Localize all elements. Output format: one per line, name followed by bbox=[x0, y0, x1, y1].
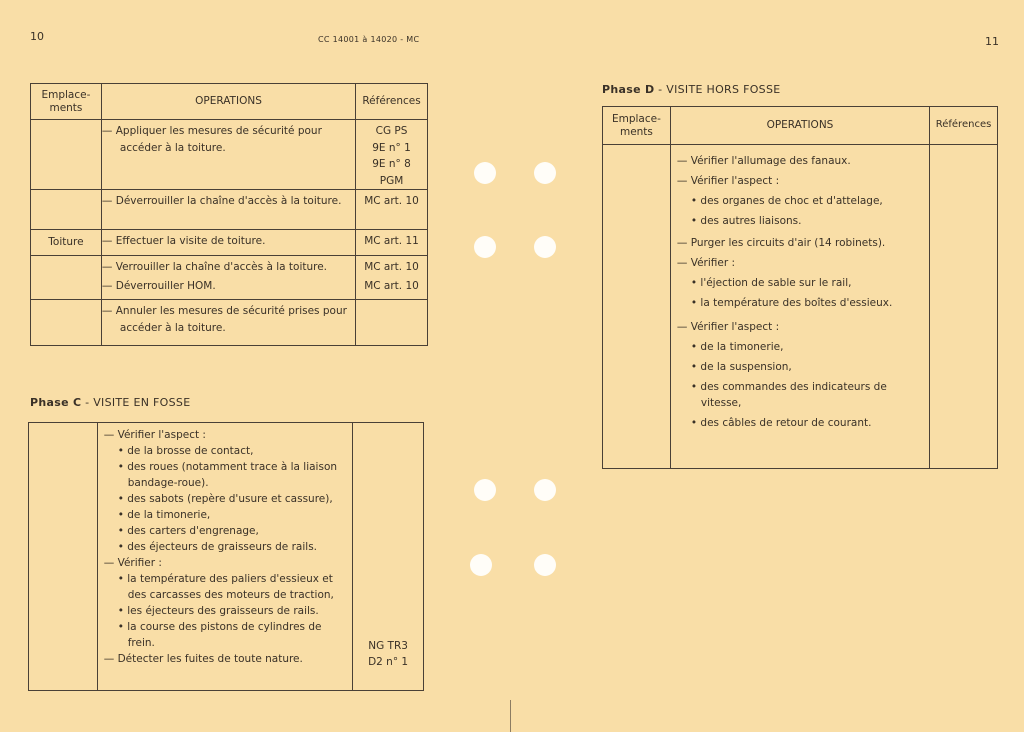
operation-text: — Appliquer les mesures de sécurité pour accéder à la toiture. bbox=[101, 125, 322, 154]
reference-text: 9E n° 1 bbox=[372, 141, 411, 154]
operation-text: — Vérifier l'aspect : bbox=[676, 175, 780, 187]
list-item: • la température des boîtes d'essieux. bbox=[677, 293, 923, 313]
reference-text: PGM bbox=[379, 174, 404, 187]
phase-c-heading: Phase C - VISITE EN FOSSE bbox=[30, 396, 191, 409]
list-item: • des roues (notamment trace à la liaison bandage-roue). bbox=[104, 459, 346, 491]
operation-text: — Verrouiller la chaîne d'accès à la toiture. bbox=[101, 261, 328, 273]
reference-text: D2 n° 1 bbox=[368, 656, 409, 668]
table-row bbox=[31, 256, 428, 300]
location-cell bbox=[31, 190, 102, 230]
list-item: • des commandes des indicateurs de vitesse, bbox=[677, 377, 923, 411]
reference-text: MC art. 11 bbox=[364, 235, 419, 247]
col-header-operations: OPERATIONS bbox=[670, 107, 929, 145]
location-cell bbox=[31, 300, 102, 346]
operation-text: — Détecter les fuites de toute nature. bbox=[103, 653, 303, 665]
col-header-operations: OPERATIONS bbox=[101, 84, 355, 120]
reference-text: MC art. 10 bbox=[364, 279, 419, 292]
table-row bbox=[31, 300, 428, 346]
toiture-table bbox=[30, 83, 428, 346]
phase-c-title: VISITE EN FOSSE bbox=[93, 396, 191, 409]
list-item: • de la timonerie, bbox=[677, 337, 923, 357]
binder-hole bbox=[534, 479, 556, 501]
location-cell bbox=[31, 256, 102, 300]
operation-text: — Effectuer la visite de toiture. bbox=[101, 235, 266, 247]
operation-text: — Déverrouiller HOM. bbox=[101, 279, 216, 292]
phase-d-label: Phase D bbox=[602, 83, 655, 96]
list-item: • des sabots (repère d'usure et cassure), bbox=[104, 491, 346, 507]
phase-c-table bbox=[28, 422, 424, 691]
col-header-location: Emplace- ments bbox=[31, 84, 102, 120]
phase-d-table bbox=[602, 106, 998, 469]
col-header-references: Références bbox=[356, 84, 428, 120]
table-row bbox=[31, 230, 428, 256]
table-row bbox=[603, 145, 998, 469]
list-item: • des câbles de retour de courant. bbox=[677, 411, 923, 433]
page-number-right: 11 bbox=[985, 35, 999, 48]
binder-hole bbox=[534, 162, 556, 184]
phase-d-heading: Phase D - VISITE HORS FOSSE bbox=[602, 83, 781, 96]
phase-c-label: Phase C bbox=[30, 396, 82, 409]
reference-text: MC art. 10 bbox=[364, 195, 419, 207]
list-item: • de la brosse de contact, bbox=[104, 443, 346, 459]
list-item: • les éjecteurs des graisseurs de rails. bbox=[104, 603, 346, 619]
list-item: • de la suspension, bbox=[677, 357, 923, 377]
table-row bbox=[31, 190, 428, 230]
binder-hole bbox=[534, 554, 556, 576]
table-row bbox=[29, 423, 424, 691]
binder-hole bbox=[474, 479, 496, 501]
list-item: • de la timonerie, bbox=[104, 507, 346, 523]
list-item: • la course des pistons de cylindres de frein. bbox=[104, 619, 346, 651]
operation-text: — Déverrouiller la chaîne d'accès à la toiture. bbox=[101, 195, 342, 207]
phase-d-title: VISITE HORS FOSSE bbox=[666, 83, 781, 96]
operation-text: — Vérifier l'allumage des fanaux. bbox=[676, 155, 851, 167]
list-item: • l'éjection de sable sur le rail, bbox=[677, 273, 923, 293]
col-header-location: Emplace- ments bbox=[603, 107, 671, 145]
table-header-row bbox=[31, 84, 428, 120]
page-fold bbox=[510, 700, 511, 732]
running-header: CC 14001 à 14020 - MC bbox=[318, 35, 420, 44]
col-header-references: Références bbox=[930, 107, 998, 145]
reference-text: CG PS bbox=[375, 125, 408, 137]
operation-text: — Vérifier l'aspect : bbox=[676, 321, 780, 333]
location-cell bbox=[31, 120, 102, 190]
location-cell: Toiture bbox=[31, 230, 102, 256]
binder-hole bbox=[470, 554, 492, 576]
table-header-row bbox=[603, 107, 998, 145]
operation-text: — Vérifier : bbox=[676, 257, 736, 269]
list-item: • des autres liaisons. bbox=[677, 211, 923, 231]
list-item: • la température des paliers d'essieux et des carcasses des moteurs de traction, bbox=[104, 571, 346, 603]
binder-hole bbox=[534, 236, 556, 258]
operation-text: — Vérifier l'aspect : bbox=[103, 429, 206, 441]
reference-text: MC art. 10 bbox=[364, 261, 419, 273]
list-item: • des carters d'engrenage, bbox=[104, 523, 346, 539]
operation-text: — Vérifier : bbox=[103, 557, 162, 569]
operation-text: — Annuler les mesures de sécurité prises pour accéder à la toiture. bbox=[101, 305, 347, 334]
list-item: • des éjecteurs de graisseurs de rails. bbox=[104, 539, 346, 555]
reference-text: NG TR3 bbox=[368, 640, 408, 652]
operation-text: — Purger les circuits d'air (14 robinets). bbox=[676, 237, 886, 249]
table-row bbox=[31, 120, 428, 190]
list-item: • des organes de choc et d'attelage, bbox=[677, 191, 923, 211]
reference-text: 9E n° 8 bbox=[372, 158, 411, 170]
binder-hole bbox=[474, 236, 496, 258]
binder-hole bbox=[474, 162, 496, 184]
page-number-left: 10 bbox=[30, 30, 44, 43]
